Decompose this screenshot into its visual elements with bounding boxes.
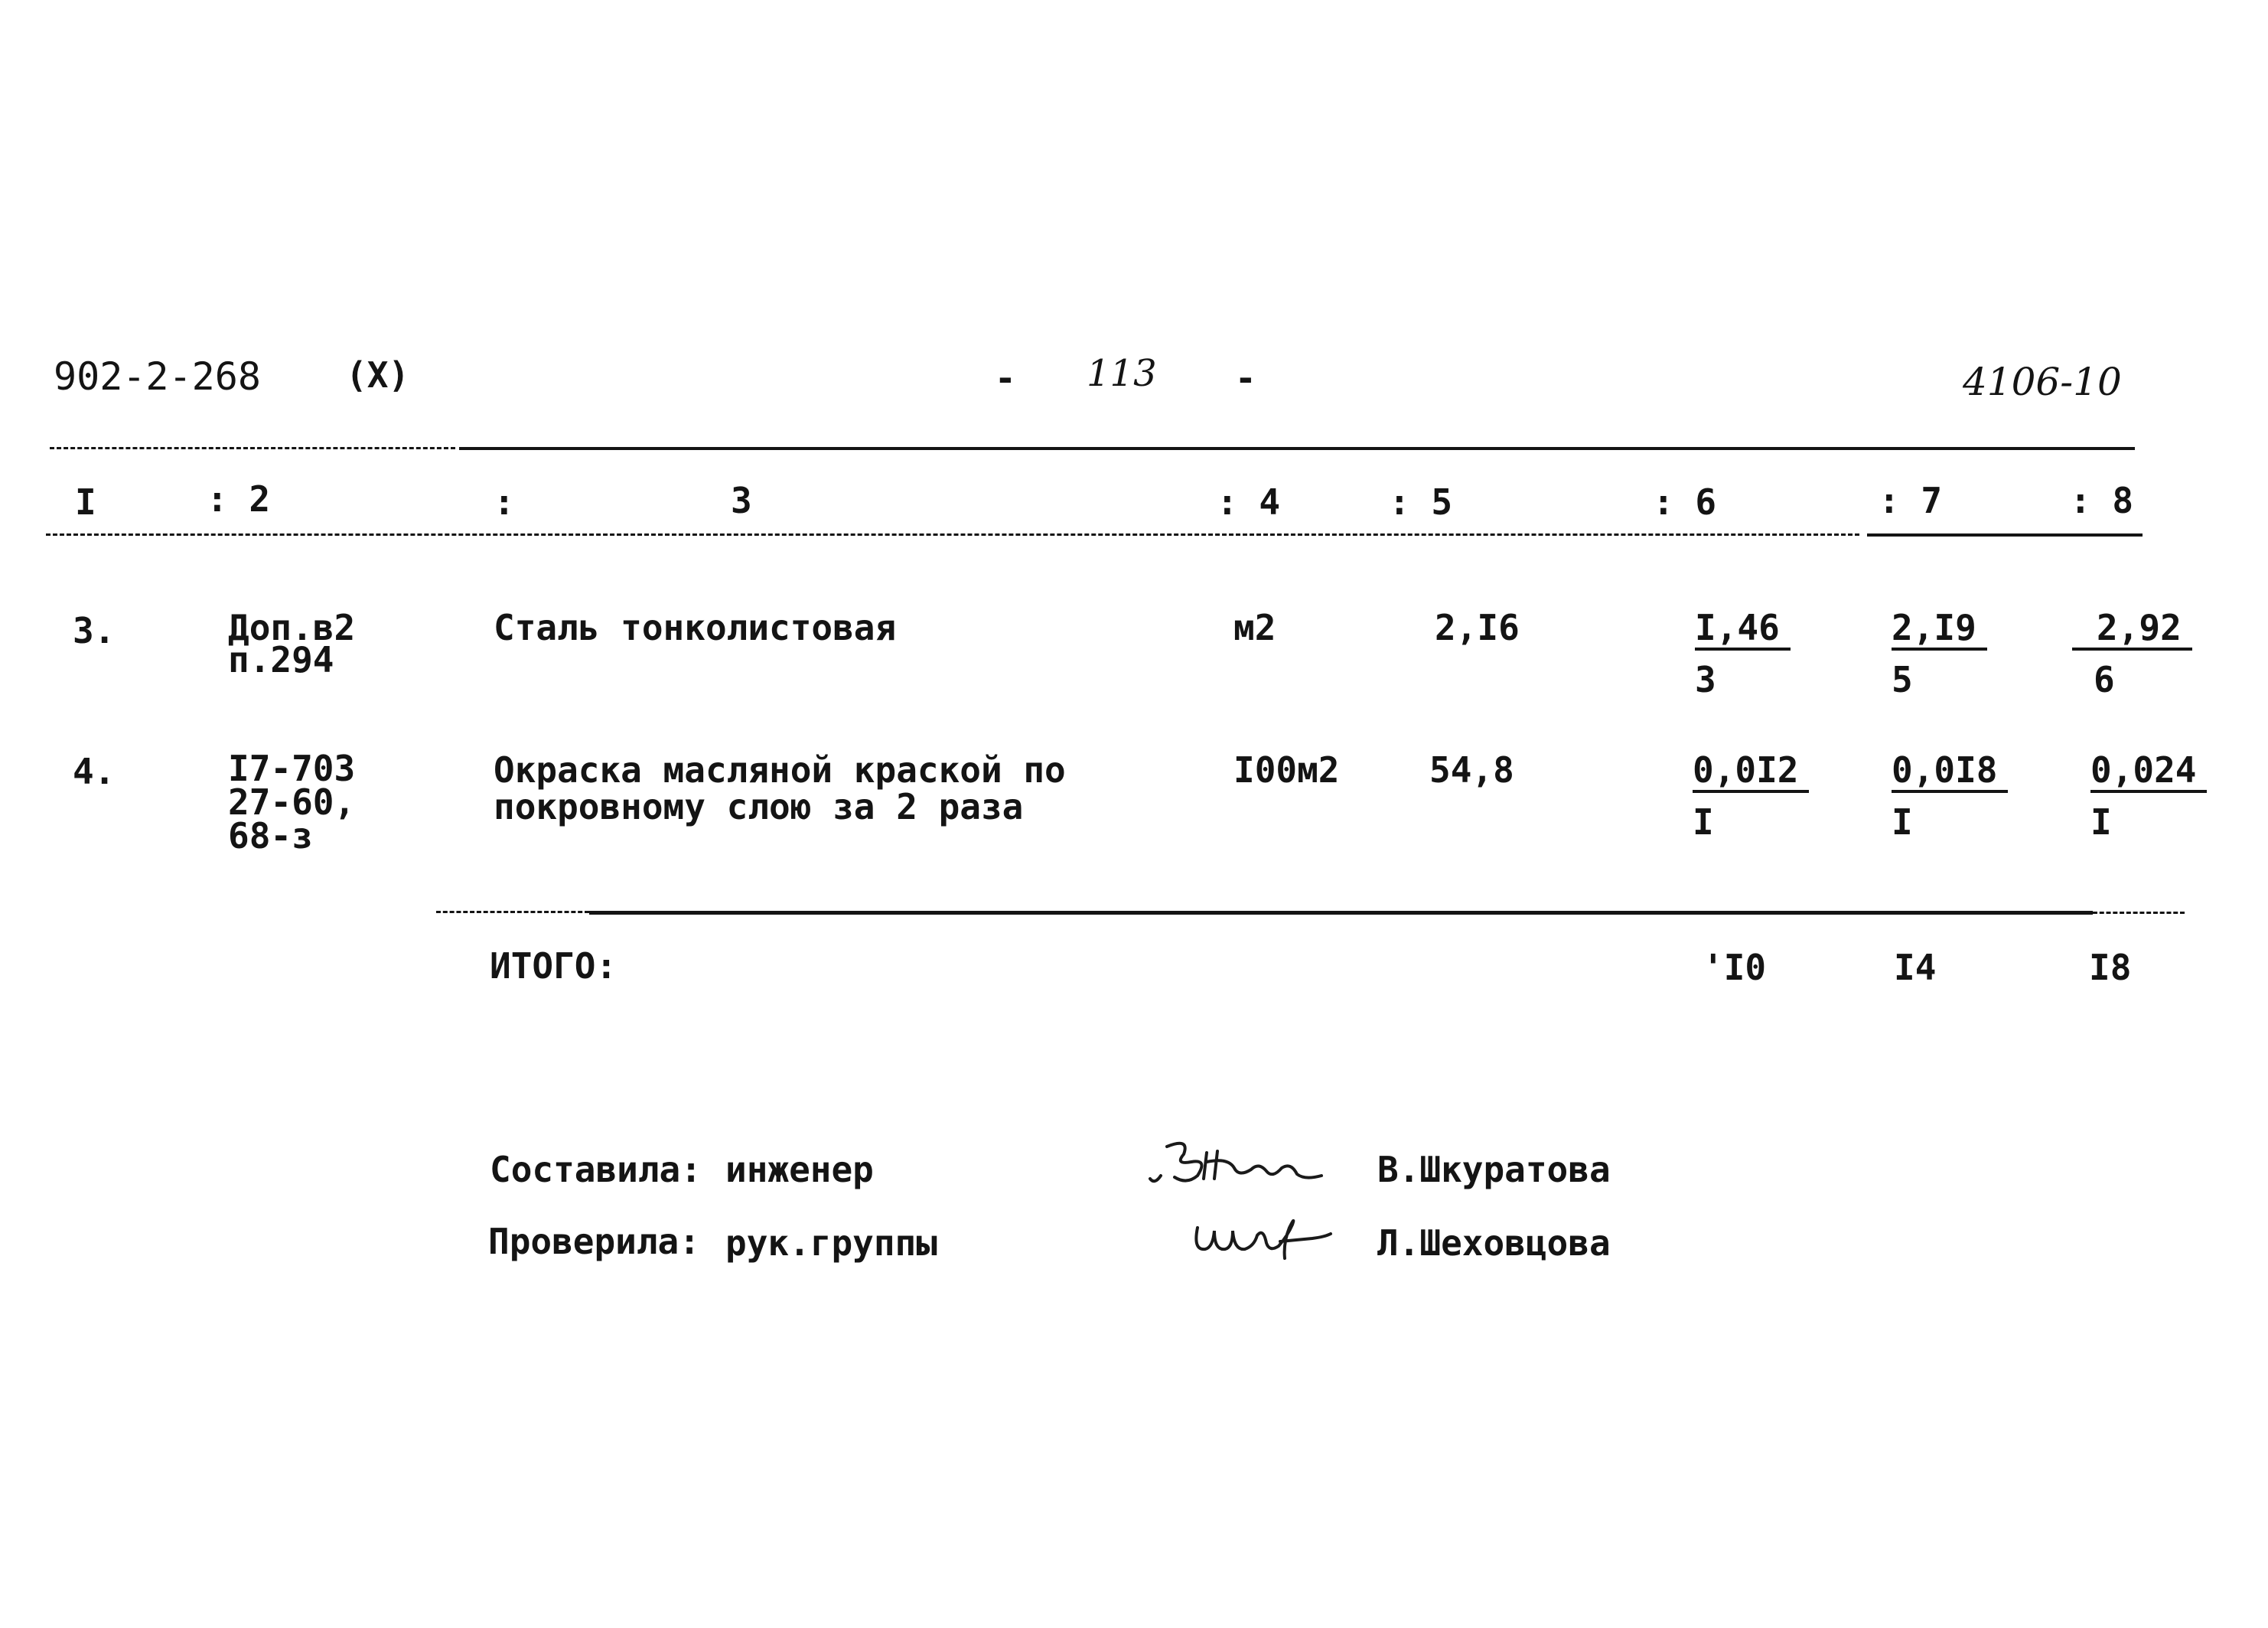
total-col7: I4 (1894, 947, 1937, 988)
column-header-3: 3 (731, 480, 752, 521)
row-description: покровному слою за 2 раза (494, 786, 1024, 827)
column-header-8: : 8 (2070, 480, 2134, 521)
row-unit: м2 (1233, 607, 1276, 648)
total-rule-right (2093, 912, 2185, 914)
total-label: ИТОГО: (490, 945, 618, 987)
row-quantity: 2,I6 (1435, 607, 1520, 648)
row-col8-count: 6 (2094, 659, 2115, 700)
page-dash-left: - (995, 357, 1016, 399)
row-number: 4. (73, 751, 116, 792)
row-quantity: 54,8 (1429, 749, 1514, 791)
page-number: 113 (1087, 352, 1157, 395)
column-header-2: : 2 (207, 478, 271, 520)
row-col8-count: I (2090, 801, 2112, 843)
column-header-rule (46, 533, 1859, 536)
total-rule (589, 911, 2093, 915)
checked-by-label: Проверила: (488, 1221, 700, 1262)
row-col6-value: I,46 (1695, 609, 1791, 651)
column-header-rule-right (1867, 533, 2143, 537)
row-code-line: Доп.в2 (228, 607, 356, 648)
row-code-line: 68-з (228, 815, 313, 856)
column-header-5: : 5 (1389, 481, 1453, 523)
column-header-3-separator: : (494, 481, 515, 523)
row-col8-fraction (2072, 609, 2192, 698)
document-code: 902-2-268 (54, 354, 261, 399)
compiled-by-name: В.Шкуратова (1377, 1149, 1611, 1190)
row-col6-fraction (1693, 749, 1809, 843)
column-header-4: : 4 (1217, 481, 1281, 523)
row-code-line: 27-60, (228, 781, 356, 823)
row-number: 3. (73, 610, 116, 651)
compiled-by-label: Составила: (490, 1149, 702, 1190)
checked-by-signature (1190, 1205, 1335, 1269)
row-col7-count: 5 (1892, 659, 1913, 700)
column-header-6: : 6 (1653, 481, 1717, 523)
row-col8-value: 2,92 (2072, 609, 2192, 651)
sheet-reference: 4106-10 (1963, 360, 2122, 404)
row-unit: I00м2 (1233, 749, 1340, 791)
row-code-line: I7-703 (228, 748, 356, 789)
row-description: Окраска масляной краской по (494, 749, 1066, 791)
row-code-line: п.294 (228, 639, 334, 680)
column-header-7: : 7 (1879, 480, 1943, 521)
row-col7-value: 2,I9 (1892, 609, 1987, 651)
total-col6: 'I0 (1703, 947, 1767, 988)
row-col7-count: I (1892, 801, 1913, 843)
row-col7-value: 0,0I8 (1892, 752, 2008, 793)
row-col7-fraction (1892, 749, 2008, 843)
header-rule-left (50, 447, 455, 449)
total-col8: I8 (2089, 947, 2132, 988)
column-header-1: I (75, 481, 96, 523)
row-col6-value: 0,0I2 (1693, 752, 1809, 793)
row-col6-fraction (1695, 609, 1791, 698)
row-col8-fraction (2090, 749, 2207, 843)
row-col6-count: 3 (1695, 659, 1716, 700)
document-mark: (X) (346, 354, 410, 396)
row-col6-count: I (1693, 801, 1714, 843)
row-description: Сталь тонколистовая (494, 607, 897, 648)
total-rule-left (436, 911, 589, 913)
row-col7-fraction (1892, 609, 1987, 698)
header-rule (459, 447, 2135, 450)
row-col8-value: 0,024 (2090, 752, 2207, 793)
checked-by-name: Л.Шеховцова (1377, 1222, 1611, 1264)
checked-by-position: рук.группы (725, 1222, 937, 1264)
compiled-by-signature (1144, 1131, 1328, 1196)
page-dash-right: - (1235, 357, 1256, 399)
compiled-by-position: инженер (725, 1149, 874, 1190)
